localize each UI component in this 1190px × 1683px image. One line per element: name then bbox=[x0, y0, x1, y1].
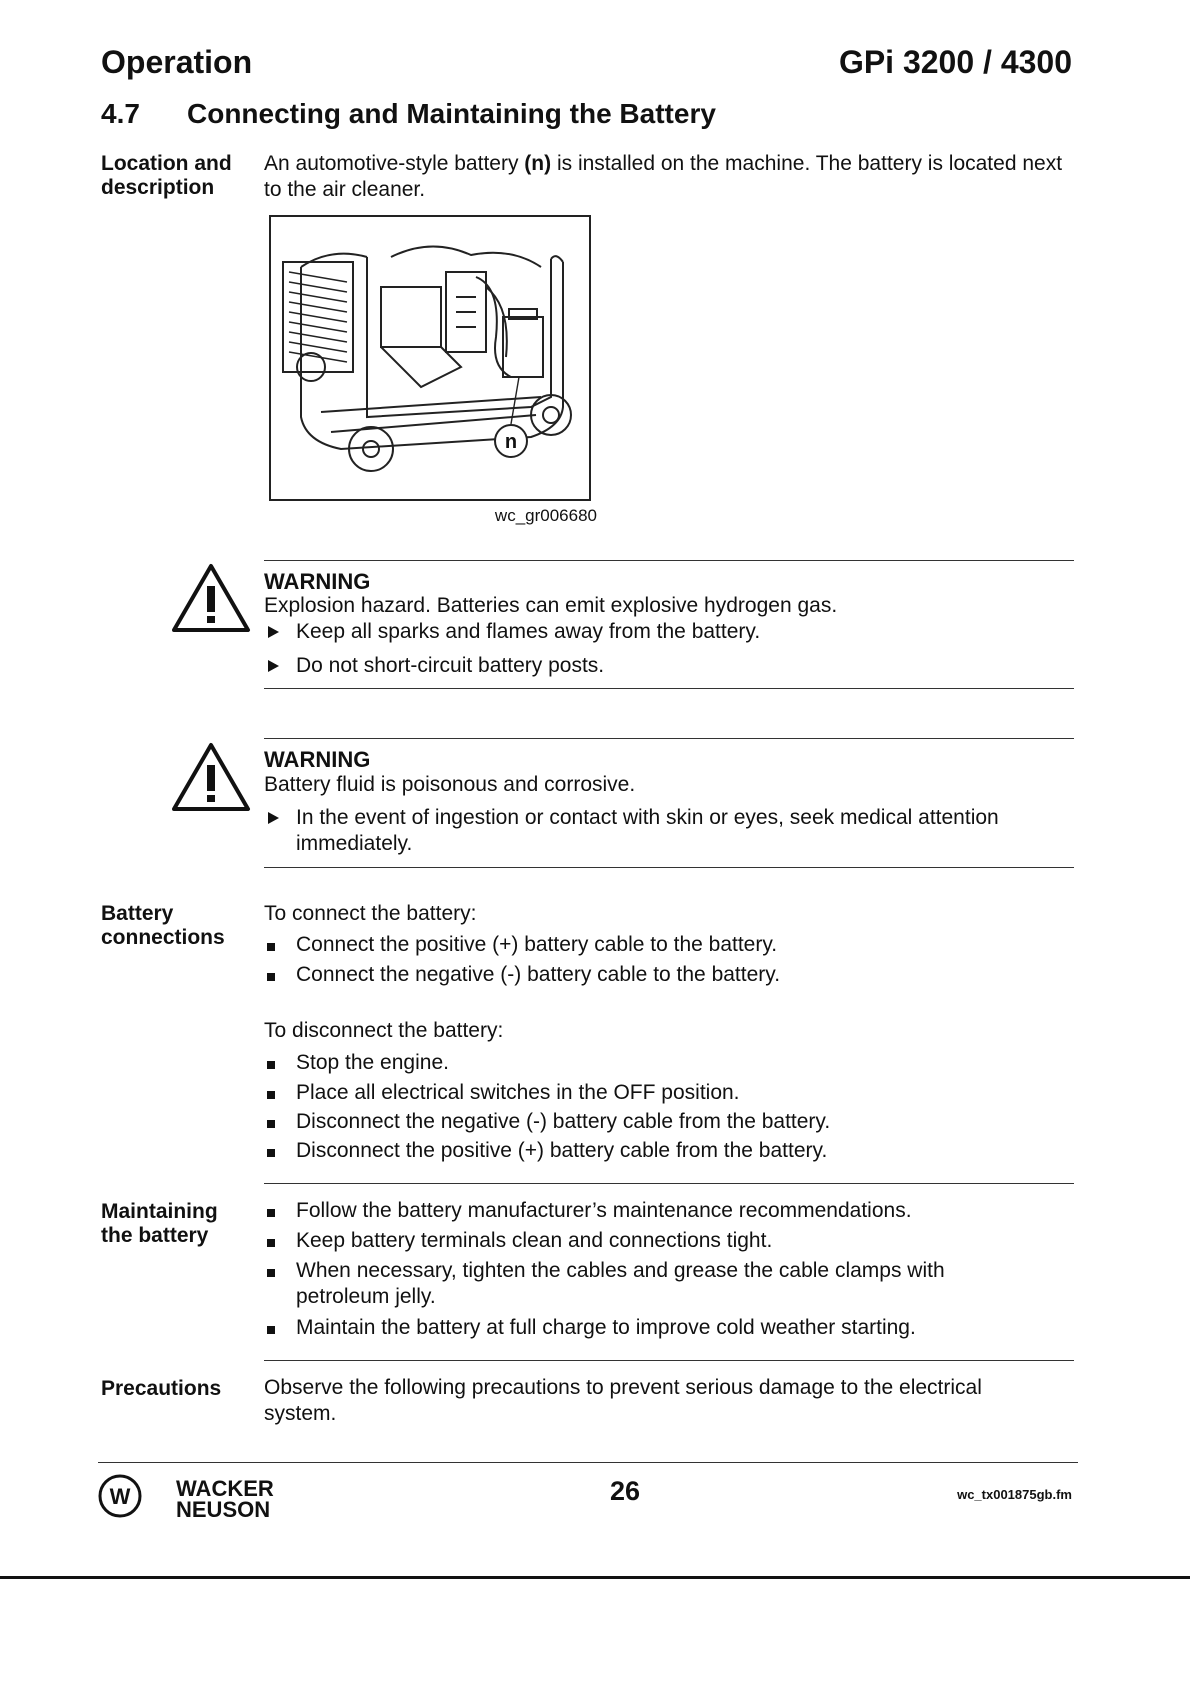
warning-triangle-icon bbox=[170, 741, 252, 813]
warning-triangle-icon bbox=[170, 562, 252, 634]
footer-divider bbox=[98, 1462, 1078, 1463]
divider bbox=[264, 1360, 1074, 1361]
list-item: Maintain the battery at full charge to improve cold weather starting. bbox=[264, 1315, 1084, 1341]
arrow-bullet-icon bbox=[268, 626, 279, 638]
list-item: Disconnect the positive (+) battery cable from the battery. bbox=[264, 1138, 1084, 1164]
callout-ref: (n) bbox=[524, 152, 552, 175]
square-bullet-icon bbox=[267, 1149, 275, 1157]
list-item: When necessary, tighten the cables and grease the cable clamps with petroleum jelly. bbox=[264, 1258, 984, 1310]
location-paragraph: An automotive-style battery (n) is installed on the machine. The battery is located next to the air cleaner. bbox=[264, 152, 1063, 201]
document-id: wc_tx001875gb.fm bbox=[957, 1487, 1072, 1502]
list-item: Place all electrical switches in the OFF position. bbox=[264, 1080, 1084, 1106]
divider bbox=[264, 560, 1074, 561]
square-bullet-icon bbox=[267, 1061, 275, 1069]
list-item: Keep battery terminals clean and connections tight. bbox=[264, 1228, 1084, 1254]
side-heading-precautions: Precautions bbox=[101, 1377, 222, 1400]
list-item: Stop the engine. bbox=[264, 1050, 1084, 1076]
model-title: GPi 3200 / 4300 bbox=[838, 44, 1072, 80]
wacker-neuson-logo-icon bbox=[98, 1474, 142, 1518]
page-number: 26 bbox=[609, 1476, 641, 1506]
list-item: Follow the battery manufacturer’s maintenance recommendations. bbox=[264, 1198, 1084, 1224]
divider bbox=[264, 688, 1074, 689]
warning-text: Battery fluid is poisonous and corrosive. bbox=[264, 773, 636, 796]
brand-name: WACKER NEUSON bbox=[176, 1476, 274, 1522]
warning-title: WARNING bbox=[264, 747, 371, 772]
svg-text:W: W bbox=[109, 1484, 131, 1509]
square-bullet-icon bbox=[267, 1269, 275, 1277]
square-bullet-icon bbox=[267, 1209, 275, 1217]
chapter-title: Operation bbox=[101, 44, 253, 80]
connect-intro: To connect the battery: bbox=[264, 902, 477, 925]
side-heading-location: Location and description bbox=[101, 152, 232, 199]
section-number: 4.7 bbox=[101, 98, 140, 129]
divider bbox=[264, 738, 1074, 739]
side-heading-maintaining: Maintaining the battery bbox=[101, 1200, 218, 1247]
arrow-bullet-icon bbox=[268, 812, 279, 824]
list-item: Connect the positive (+) battery cable to the battery. bbox=[264, 932, 1084, 958]
list-item: In the event of ingestion or contact with skin or eyes, seek medical attention immediately. bbox=[264, 805, 1044, 857]
divider bbox=[264, 867, 1074, 868]
square-bullet-icon bbox=[267, 1091, 275, 1099]
generator-illustration bbox=[269, 215, 591, 501]
list-item: Connect the negative (-) battery cable to the battery. bbox=[264, 962, 1084, 988]
side-heading-connections: Battery connections bbox=[101, 902, 225, 949]
square-bullet-icon bbox=[267, 973, 275, 981]
divider bbox=[264, 1183, 1074, 1184]
square-bullet-icon bbox=[267, 1326, 275, 1334]
section-heading bbox=[101, 98, 716, 130]
list-item: Keep all sparks and flames away from the battery. bbox=[264, 619, 1084, 645]
page-bottom-border bbox=[0, 1576, 1190, 1579]
square-bullet-icon bbox=[267, 1120, 275, 1128]
warning-text: Explosion hazard. Batteries can emit explosive hydrogen gas. bbox=[264, 594, 838, 617]
arrow-bullet-icon bbox=[268, 660, 279, 672]
disconnect-intro: To disconnect the battery: bbox=[264, 1019, 504, 1042]
list-item: Disconnect the negative (-) battery cable from the battery. bbox=[264, 1109, 1084, 1135]
list-item: Do not short-circuit battery posts. bbox=[264, 653, 1084, 679]
callout-label: n bbox=[504, 431, 518, 453]
warning-title: WARNING bbox=[264, 569, 371, 594]
generator-drawing bbox=[271, 217, 589, 499]
precautions-paragraph: Observe the following precautions to prevent serious damage to the electrical system. bbox=[264, 1376, 982, 1425]
figure-caption: wc_gr006680 bbox=[494, 506, 597, 525]
square-bullet-icon bbox=[267, 1239, 275, 1247]
square-bullet-icon bbox=[267, 943, 275, 951]
section-title-text: Connecting and Maintaining the Battery bbox=[187, 98, 716, 129]
